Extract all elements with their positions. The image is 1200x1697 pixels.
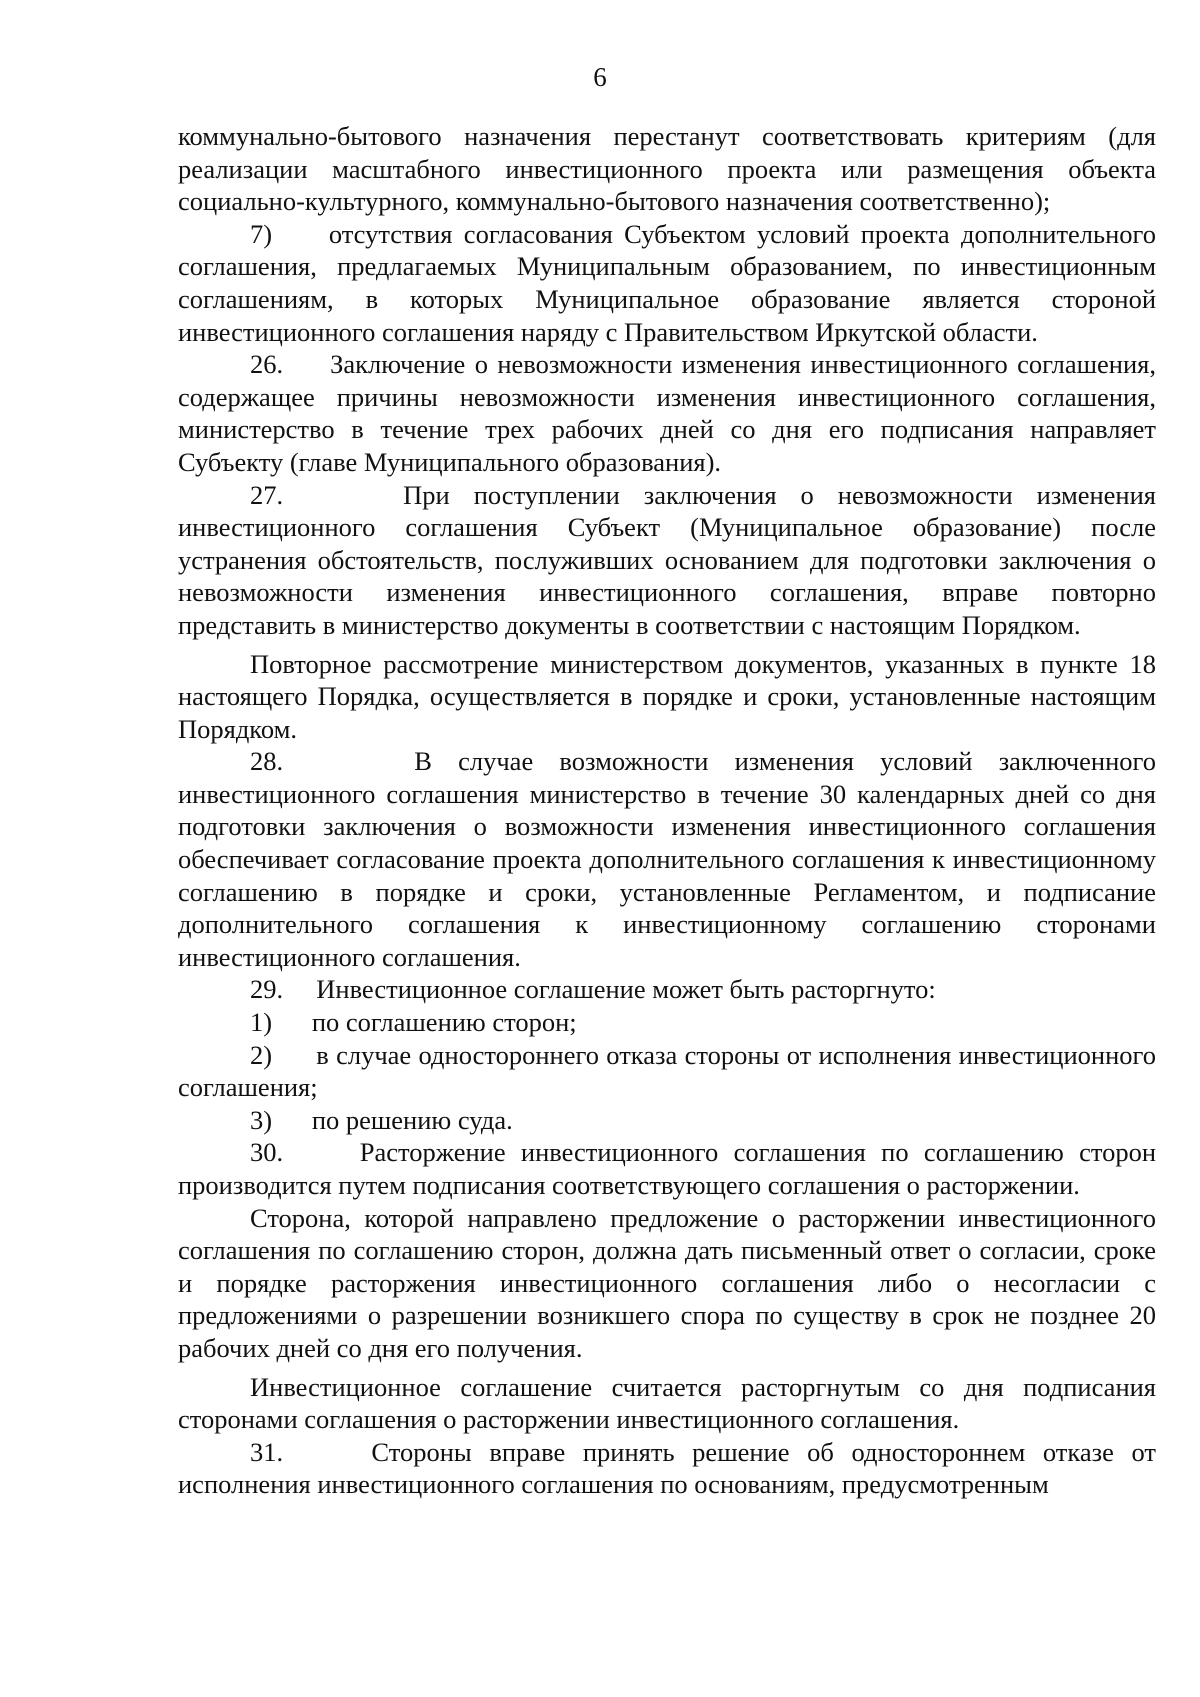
document-body bbox=[178, 120, 1156, 1501]
paragraph-28: 28. В случае возможности изменения условий заключенного инвестиционного соглашения министерство в течение 30 календарных дней со дня подготовки заключения о возможности изменения инвестиционного соглашения обеспечивает согласование проекта дополнительного соглашения к инвестиционному соглашению в порядке и сроки, установленные Регламентом, и подписание дополнительного соглашения к инвестиционному соглашению сторонами инвестиционного соглашения. bbox=[178, 746, 1156, 972]
paragraph-continuation: коммунально-бытового назначения перестанут соответствовать критериям (для реализации масштабного инвестиционного проекта или размещения объекта социально-культурного, коммунально-бытового назначения соответственно); bbox=[178, 121, 1156, 217]
paragraph-27-repeat-review: Повторное рассмотрение министерством документов, указанных в пункте 18 настоящего Порядка, осуществляется в порядке и сроки, установленные настоящим Порядком. bbox=[178, 648, 1156, 744]
paragraph-31: 31. Стороны вправе принять решение об одностороннем отказе от исполнения инвестиционного соглашения по основаниям, предусмотренным bbox=[178, 1436, 1156, 1500]
paragraph-30-terminated: Инвестиционное соглашение считается расторгнутым со дня подписания сторонами соглашения о расторжении инвестиционного соглашения. bbox=[178, 1371, 1156, 1435]
paragraph-29-item-3: 3) по решению суда. bbox=[250, 1104, 513, 1135]
paragraph-29-item-1: 1) по соглашению сторон; bbox=[250, 1007, 577, 1038]
page-number: 6 bbox=[593, 62, 607, 92]
paragraph-27: 27. При поступлении заключения о невозможности изменения инвестиционного соглашения Субъект (Муниципальное образование) после устранения обстоятельств, послуживших основанием для подготовки заключения о невозможности изменения инвестиционного соглашения, вправе повторно представить в министерство документы в соответствии с настоящим Порядком. bbox=[178, 479, 1156, 640]
paragraph-item-7: 7) отсутствия согласования Субъектом условий проекта дополнительного соглашения, предлагаемых Муниципальным образованием, по инвестиционным соглашениям, в которых Муниципальное образование является стороной инвестиционного соглашения наряду с Правительством Иркутской области. bbox=[178, 218, 1156, 347]
paragraph-26: 26. Заключение о невозможности изменения инвестиционного соглашения, содержащее причины невозможности изменения инвестиционного соглашения, министерство в течение трех рабочих дней со дня его подписания направляет Субъекту (главе Муниципального образования). bbox=[178, 349, 1156, 477]
paragraph-30: 30. Расторжение инвестиционного соглашения по соглашению сторон производится путем подписания соответствующего соглашения о расторжении. bbox=[178, 1137, 1156, 1200]
paragraph-29: 29. Инвестиционное соглашение может быть расторгнуто: bbox=[250, 974, 936, 1005]
paragraph-29-item-2: 2) в случае одностороннего отказа стороны от исполнения инвестиционного соглашения; bbox=[178, 1039, 1156, 1103]
paragraph-30-response: Сторона, которой направлено предложение о расторжении инвестиционного соглашения по соглашению сторон, должна дать письменный ответ о согласии, сроке и порядке расторжения инвестиционного соглашения либо о несогласии с предложениями о разрешении возникшего спора по существу в срок не позднее 20 рабочих дней со дня его получения. bbox=[178, 1202, 1156, 1363]
